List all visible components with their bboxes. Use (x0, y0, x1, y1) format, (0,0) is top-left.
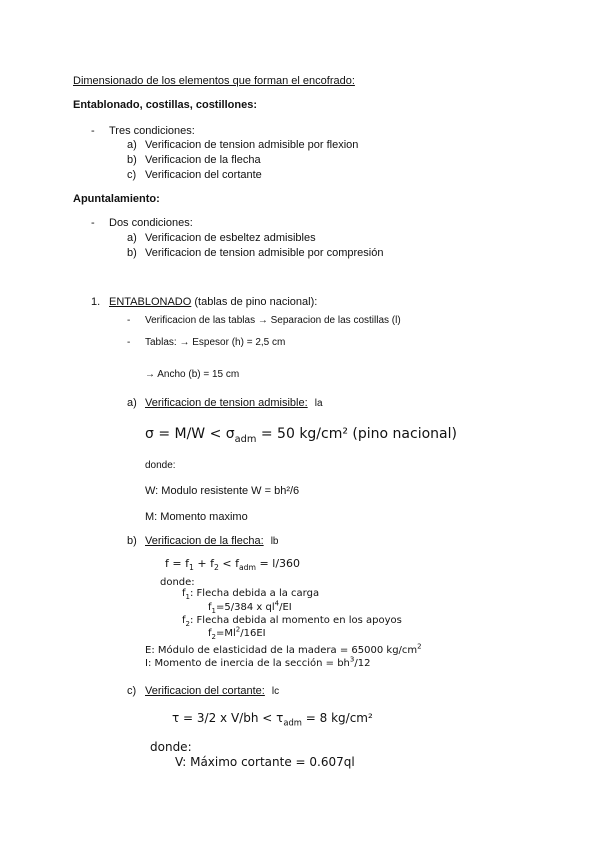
list-marker: b) (127, 154, 137, 166)
definition-f2: $f_2$: Flecha debida al momento en los apoyos (182, 615, 402, 628)
section-number: 1. (91, 296, 101, 308)
list-item: Verificacion del cortante (145, 169, 262, 181)
list-dash: - (127, 315, 131, 326)
list-marker: b) (127, 247, 137, 259)
list-marker: c) (127, 169, 137, 181)
list-marker: a) (127, 232, 137, 244)
section-heading-apuntalamiento: Apuntalamiento: (73, 193, 160, 205)
subsection-title: Verificacion de tension admisible: (145, 397, 308, 409)
bullet-text: → Ancho (b) = 15 cm (145, 369, 240, 380)
list-item: Verificacion de tension admisible por flexion (145, 139, 359, 151)
list-dash: - (91, 125, 95, 137)
subsection-title: Verificacion de la flecha: (145, 535, 264, 547)
donde-label: donde: (160, 577, 195, 588)
subsection-label: la (314, 398, 323, 409)
entablonado-subtitle: (tablas de pino nacional): (194, 296, 318, 308)
definition-e: E: Módulo de elasticidad de la madera = 65000 $kg/cm^2$ (145, 642, 422, 656)
list-item: Verificacion de esbeltez admisibles (145, 232, 316, 244)
definition-f1: $f_1$: Flecha debida a la carga (182, 588, 320, 601)
list-dash: - (91, 217, 95, 229)
definition-v: V: Máximo cortante = 0.607ql (175, 755, 355, 769)
definition-m: M: Momento maximo (145, 511, 248, 523)
equation-flecha: $f = f_1 + f_2 < f_{adm} = l/360$ (165, 557, 301, 573)
subsection-heading (145, 686, 279, 697)
definition-i: I: Momento de inercia de la sección = $bh^3/12$ (145, 655, 371, 669)
equation-sigma: $\sigma = M/W < \sigma_{adm} = 50$ kg/cm² (pino nacional) (145, 426, 457, 445)
equation-f2: $f_2=Ml^2/16EI$ (208, 625, 266, 641)
list-dash: - (127, 337, 131, 348)
subsection-label: lb (270, 536, 279, 547)
list-marker: a) (127, 139, 137, 151)
subsection-label: lc (271, 686, 280, 697)
equation-f1: $f_1=5/384$ x $ql^4/EI$ (208, 599, 292, 615)
subsection-heading (145, 536, 279, 547)
list-intro: Dos condiciones: (109, 217, 193, 229)
definition-w: W: Modulo resistente W = bh²/6 (145, 485, 300, 497)
equation-tau: τ = 3/2 x $V/bh < \tau_{adm} = 8$ kg/cm² (172, 711, 373, 728)
page-title: Dimensionado de los elementos que forman el encofrado: (73, 75, 355, 87)
list-item: Verificacion de tension admisible por compresión (145, 247, 384, 259)
subsection-heading (145, 398, 323, 409)
section-heading-entablonado: Entablonado, costillas, costillones: (73, 99, 257, 111)
list-item: Verificacion de la flecha (145, 154, 261, 166)
entablonado-title: ENTABLONADO (109, 296, 192, 308)
list-marker: a) (127, 397, 137, 409)
bullet-text: Tablas: → Espesor (h) = 2,5 cm (145, 337, 286, 348)
list-intro: Tres condiciones: (109, 125, 195, 137)
bullet-text: Verificacion de las tablas → Separacion de las costillas (l) (145, 315, 401, 326)
section-heading-entablonado-detail (109, 297, 317, 308)
list-marker: b) (127, 535, 137, 547)
subsection-title: Verificacion del cortante: (145, 685, 265, 697)
donde-label: donde: (145, 460, 176, 471)
donde-label: donde: (150, 740, 192, 754)
list-marker: c) (127, 685, 137, 697)
